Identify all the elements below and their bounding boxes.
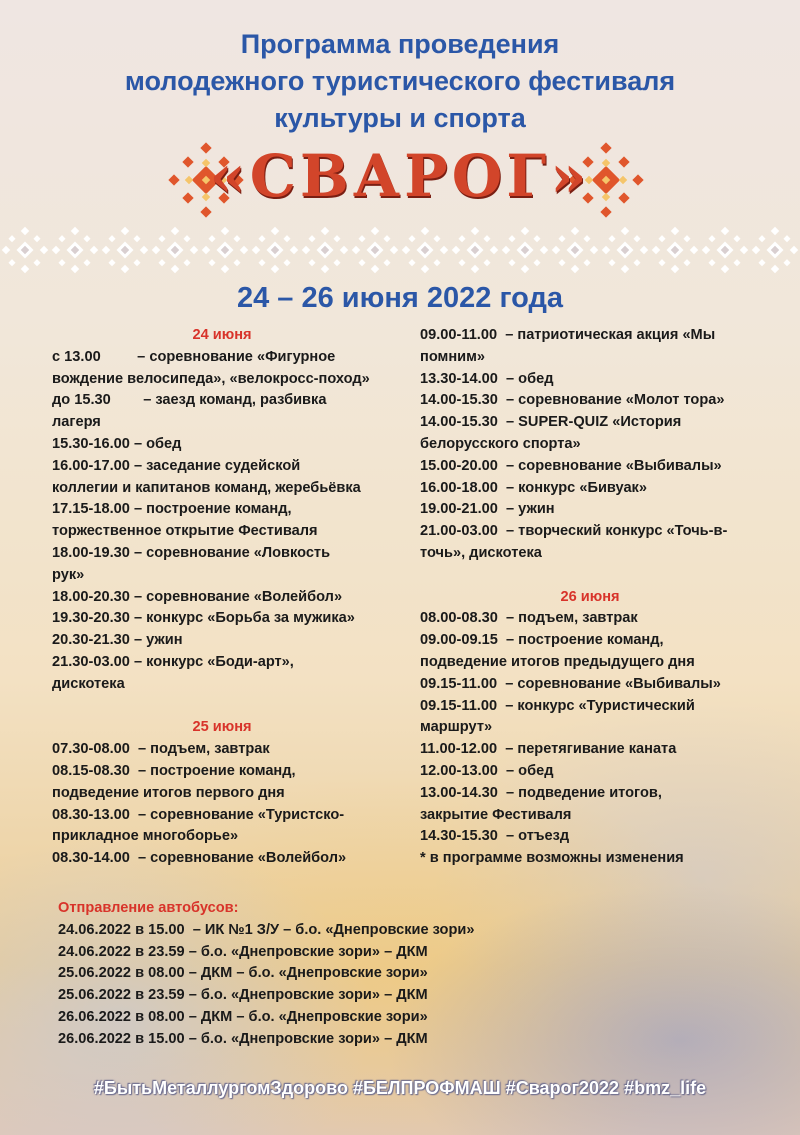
bus-departure-line: 25.06.2022 в 08.00 – ДКМ – б.о. «Днепровские зори» (58, 965, 428, 982)
day-heading-24: 24 июня (192, 327, 252, 343)
schedule-line: коллегии и капитанов команд, жеребьёвка (52, 479, 361, 496)
schedule-line: 15.30-16.00 – обед (52, 435, 182, 452)
program-change-note: * в программе возможны изменения (420, 850, 684, 867)
day-heading-25: 25 июня (192, 719, 252, 736)
schedule-line: 14.30-15.30 – отъезд (420, 828, 570, 845)
schedule-line: точь», дискотека (420, 544, 542, 561)
schedule-line: 17.15-18.00 – построение команд, (52, 501, 292, 518)
schedule-line: помним» (420, 348, 486, 365)
hashtags: #БытьМеталлургомЗдорово #БЕЛПРОФМАШ #Сварог2022 #bmz_life (93, 1078, 707, 1098)
schedule-line: 09.00-11.00 – патриотическая акция «Мы (420, 327, 716, 343)
schedule-line: вождение велосипеда», «велокросс-поход» (52, 370, 370, 387)
schedule-line: 08.00-08.30 – подъем, завтрак (420, 610, 638, 627)
schedule-line: 14.00-15.30 – SUPER-QUIZ «История (420, 414, 682, 431)
schedule-line: торжественное открытие Фестиваля (52, 523, 318, 540)
schedule-line: до 15.30 – заезд команд, разбивка (52, 392, 327, 409)
schedule-line: 13.30-14.00 – обед (420, 370, 554, 387)
schedule-line: 11.00-12.00 – перетягивание каната (420, 741, 677, 758)
bus-departure-line: 24.06.2022 в 15.00 – ИК №1 З/У – б.о. «Днепровские зори» (58, 921, 475, 938)
schedule-line: 21.30-03.00 – конкурс «Боди-арт», (52, 653, 294, 670)
schedule-line: 08.30-14.00 – соревнование «Волейбол» (52, 850, 347, 867)
schedule-line: 09.15-11.00 – соревнование «Выбивалы» (420, 675, 721, 692)
schedule-line: рук» (52, 566, 85, 583)
schedule-line: белорусского спорта» (420, 435, 581, 452)
schedule-line: лагеря (52, 414, 101, 431)
schedule-line: 19.30-20.30 – конкурс «Борьба за мужика» (52, 610, 355, 627)
schedule-line: 16.00-18.00 – конкурс «Бивуак» (420, 479, 647, 496)
schedule-line: дискотека (52, 675, 125, 692)
title-line-3: культуры и спорта (274, 103, 526, 133)
schedule-line: 12.00-13.00 – обед (420, 762, 554, 779)
schedule-line: 18.00-19.30 – соревнование «Ловкость (52, 544, 331, 561)
schedule-line: 21.00-03.00 – творческий конкурс «Точь-в- (420, 523, 728, 540)
title-line-2: молодежного туристического фестиваля (124, 66, 676, 96)
bus-departure-line: 25.06.2022 в 23.59 – б.о. «Днепровские зори» – ДКМ (58, 987, 428, 1004)
festival-dates: 24 – 26 июня 2022 года (236, 282, 564, 314)
schedule-line: 13.00-14.30 – подведение итогов, (420, 784, 662, 801)
schedule-line: прикладное многоборье» (52, 828, 239, 845)
schedule-line: 15.00-20.00 – соревнование «Выбивалы» (420, 457, 722, 474)
schedule-line: 14.00-15.30 – соревнование «Молот тора» (420, 392, 725, 409)
schedule-line: 08.15-08.30 – построение команд, (52, 762, 296, 779)
schedule-left-column (52, 325, 392, 870)
day-heading-26: 26 июня (560, 588, 620, 605)
schedule-line: 09.15-11.00 – конкурс «Туристический (420, 697, 695, 714)
schedule-line: 18.00-20.30 – соревнование «Волейбол» (52, 588, 343, 605)
schedule-line: подведение итогов предыдущего дня (420, 653, 695, 670)
bus-departures (58, 898, 618, 1051)
title-line-1: Программа проведения (240, 29, 560, 59)
schedule-line: 16.00-17.00 – заседание судейской (52, 457, 301, 474)
schedule-line: 20.30-21.30 – ужин (52, 632, 183, 649)
bus-departure-line: 24.06.2022 в 23.59 – б.о. «Днепровские зори» – ДКМ (58, 943, 428, 960)
schedule-line: 08.30-13.00 – соревнование «Туристско- (52, 806, 345, 823)
schedule-line: 07.30-08.00 – подъем, завтрак (52, 741, 270, 758)
bus-departures-heading: Отправление автобусов: (58, 900, 239, 916)
schedule-line: с 13.00 – соревнование «Фигурное (52, 348, 336, 365)
schedule-line: 19.00-21.00 – ужин (420, 501, 555, 518)
schedule-line: маршрут» (420, 719, 493, 736)
program-title (0, 26, 800, 137)
bus-departure-line: 26.06.2022 в 08.00 – ДКМ – б.о. «Днепровские зори» (58, 1008, 428, 1025)
bus-departure-line: 26.06.2022 в 15.00 – б.о. «Днепровские зори» – ДКМ (58, 1030, 428, 1047)
schedule-right-column (420, 325, 760, 870)
schedule-line: 09.00-09.15 – построение команд, (420, 632, 664, 649)
schedule-line: закрытие Фестиваля (420, 806, 572, 823)
festival-name: «СВАРОГ» (209, 142, 591, 210)
white-ornament-band (0, 222, 800, 278)
schedule-line: подведение итогов первого дня (52, 784, 285, 801)
